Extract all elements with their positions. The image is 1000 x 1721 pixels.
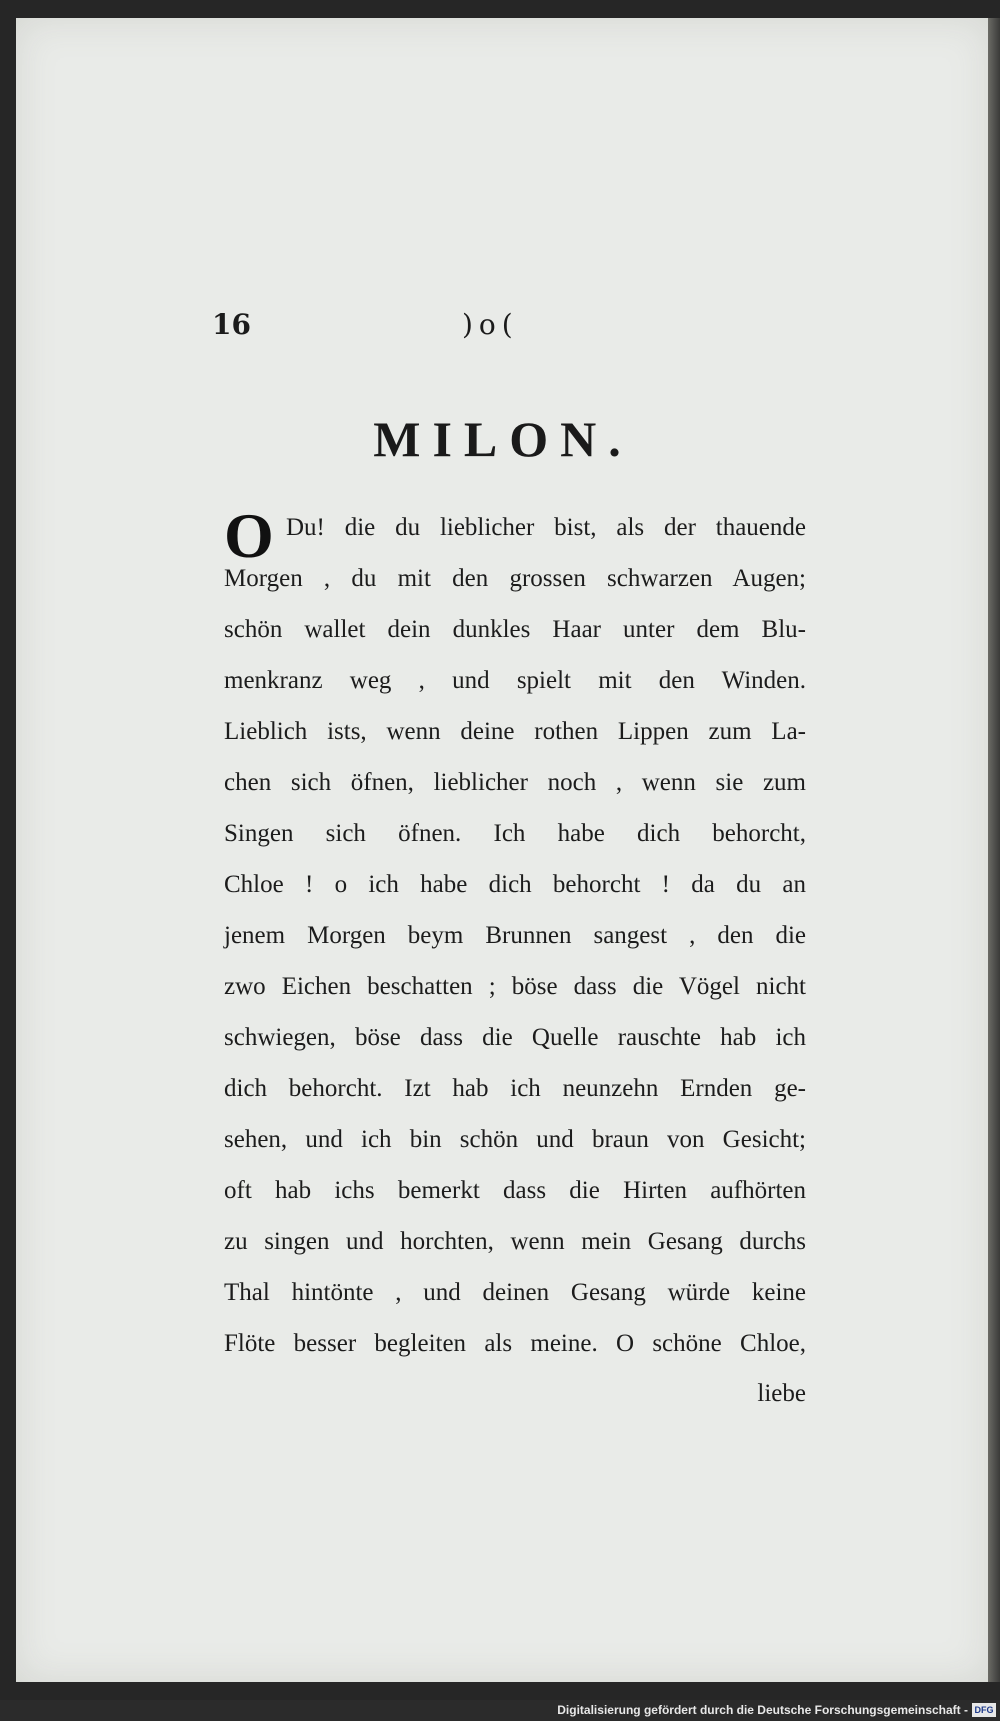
text-line: Lieblich ists, wenn deine rothen Lippen zum La- [224, 718, 806, 745]
catchword: liebe [757, 1380, 806, 1407]
page-edge-shadow [988, 18, 1000, 1682]
book-page [16, 18, 990, 1682]
text-line: chen sich öfnen, lieblicher noch , wenn sie zum [224, 769, 806, 796]
page-number: 16 [212, 308, 251, 341]
text-line: sehen, und ich bin schön und braun von Gesicht; [224, 1126, 806, 1153]
text-line: Morgen , du mit den grossen schwarzen Augen; [224, 565, 806, 592]
text-line: zwo Eichen beschatten ; böse dass die Vögel nicht [224, 973, 806, 1000]
body-text [224, 502, 806, 1369]
dfg-logo-icon: DFG [972, 1703, 996, 1717]
text-line: Chloe ! o ich habe dich behorcht ! da du an [224, 871, 806, 898]
running-header [212, 308, 812, 348]
text-line: schwiegen, böse dass die Quelle rauschte hab ich [224, 1024, 806, 1051]
footer-bar [0, 1700, 1000, 1721]
text-line: jenem Morgen beym Brunnen sangest , den die [224, 922, 806, 949]
text-line: Flöte besser begleiten als meine. O schöne Chloe, [224, 1330, 806, 1357]
text-line: schön wallet dein dunkles Haar unter dem Blu- [224, 616, 806, 643]
text-line: menkranz weg , und spielt mit den Winden. [224, 667, 806, 694]
text-line: zu singen und horchten, wenn mein Gesang durchs [224, 1228, 806, 1255]
text-line: Du! die du lieblicher bist, als der thauende [286, 514, 806, 541]
header-ornament: )o( [462, 308, 519, 341]
text-line: dich behorcht. Izt hab ich neunzehn Ernden ge- [224, 1075, 806, 1102]
text-line: oft hab ichs bemerkt dass die Hirten aufhörten [224, 1177, 806, 1204]
funding-credit: Digitalisierung gefördert durch die Deutsche Forschungsgemeinschaft - [557, 1703, 968, 1717]
chapter-title: MILON. [373, 411, 633, 467]
text-line: Singen sich öfnen. Ich habe dich behorcht, [224, 820, 806, 847]
text-line: Thal hintönte , und deinen Gesang würde keine [224, 1279, 806, 1306]
drop-cap: O [224, 500, 274, 571]
